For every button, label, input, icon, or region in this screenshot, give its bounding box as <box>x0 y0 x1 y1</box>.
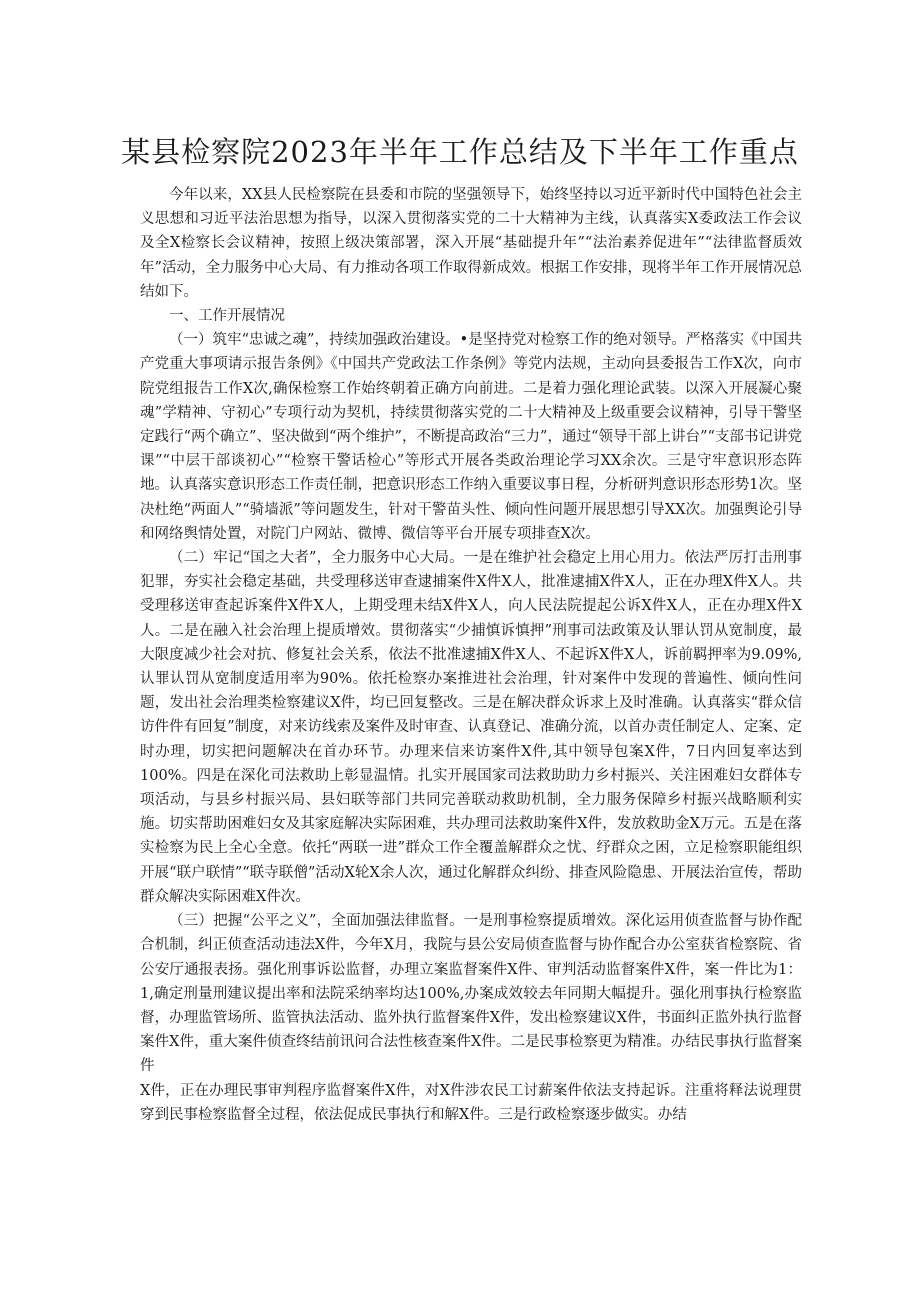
section-heading-work-status: 一、工作开展情况 <box>169 308 285 325</box>
document-title: 某县检察院2023年半年工作总结及下半年工作重点 <box>121 135 799 169</box>
paragraph-legal-supervision: （三）把握“公平之义”，全面加强法律监督。一是刑事检察提质增效。深化运用侦查监督与协作配合机制，纠正侦查活动违法X件，今年X月，我院与县公安局侦查监督与协作配合办公室获省检察院、省公安厅通报表扬。强化刑事诉讼监督，办理立案监督案件X件、审判活动监督案件X件，案一件比为1：1,确定刑量刑建议提出率和法院采纳率均达100%,办案成效较去年同期大幅提升。强化刑事执行检察监督，办理监管场所、监管执法活动、监外执行监督案件X件，发出检察建议X件，书面纠正监外执行监督案件X件，重大案件侦查终结前讯问合法性核查案件X件。二是民事检察更为精准。办结民事执行监督案件 <box>140 913 802 1075</box>
paragraph-serve-overall: （二）牢记“国之大者”，全力服务中心大局。一是在维护社会稳定上用心用力。依法严厉打击刑事犯罪，夯实社会稳定基础，共受理移送审查逮捕案件X件X人，批准逮捕X件X人，正在办理X件X人。共受理移送审查起诉案件X件X人，上期受理未结X件X人，向人民法院提起公诉X件X人，正在办理X件X人。二是在融入社会治理上提质增效。贯彻落实“少捕慎诉慎押”刑事司法政策及认罪认罚从宽制度，最大限度减少社会对抗、修复社会关系，依法不批准逮捕X件X人、不起诉X件X人，诉前羁押率为9.09%,认罪认罚从宽制度适用率为90%。依托检察办案推进社会治理，针对案件中发现的普遍性、倾向性问题，发出社会治理类检察建议X件，均已回复整改。三是在解决群众诉求上及时准确。认真落实“群众信访件件有回复”制度，对来访线索及案件及时审查、认真登记、准确分流，以首办责任制定人、定案、定时办理，切实把问题解决在首办环节。办理来信来访案件X件,其中领导包案X件，7日内回复率达到100%。四是在深化司法救助上彰显温情。扎实开展国家司法救助助力乡村振兴、关注困难妇女群体专项活动，与县乡村振兴局、县妇联等部门共同完善联动救助机制，全力服务保障乡村振兴战略顺利实施。切实帮助困难妇女及其家庭解决实际困难，共办理司法救助案件X件，发放救助金X万元。五是在落实检察为民上全心全意。依托“两联一进”群众工作全覆盖解群众之忧、纾群众之困，立足检察职能组织开展“联户联情”“联寺联僧”活动X轮X余人次，通过化解群众纠纷、排查风险隐患、开展法治宣传，帮助群众解决实际困难X件次。 <box>140 550 802 905</box>
intro-paragraph: 今年以来，XX县人民检察院在县委和市院的坚强领导下，始终坚持以习近平新时代中国特色社会主义思想和习近平法治思想为指导，以深入贯彻落实党的二十大精神为主线，认真落实X委政法工作会议及全X检察长会议精神，按照上级决策部署，深入开展“基础提升年”“法治素养促进年”“法律监督质效年”活动，全力服务中心大局、有力推动各项工作取得新成效。根据工作安排，现将半年工作开展情况总结如下。 <box>140 187 802 300</box>
paragraph-continuation: X件，正在办理民事审判程序监督案件X件，对X件涉农民工讨薪案件依法支持起诉。注重将释法说理贯穿到民事检察监督全过程，依法促成民事执行和解X件。三是行政检察逐步做实。办结 <box>140 1082 802 1123</box>
paragraph-political-building: （一）筑牢“忠诚之魂”，持续加强政治建设。•是坚持党对检察工作的绝对领导。严格落实《中国共产党重大事项请示报告条例》《中国共产党政法工作条例》等党内法规，主动向县委报告工作X次，向市院党组报告工作X次,确保检察工作始终朝着正确方向前进。二是着力强化理论武装。以深入开展凝心聚魂”学精神、守初心”专项行动为契机，持续贯彻落实党的二十大精神及上级重要会议精神，引导干警坚定践行“两个确立”、坚决做到“两个维护”，不断提高政治“三力”，通过“领导干部上讲台”“支部书记讲党课”“中层干部谈初心”“检察干警话检心”等形式开展各类政治理论学习XX余次。三是守牢意识形态阵地。认真落实意识形态工作责任制，把意识形态工作纳入重要议事日程，分析研判意识形态形势1次。坚决杜绝“两面人”“骑墙派”等问题发生，针对干警苗头性、倾向性问题开展思想引导XX次。加强舆论引导和网络舆情处置，对院门户网站、微博、微信等平台开展专项排查X次。 <box>140 332 802 542</box>
document-body <box>140 183 802 1127</box>
